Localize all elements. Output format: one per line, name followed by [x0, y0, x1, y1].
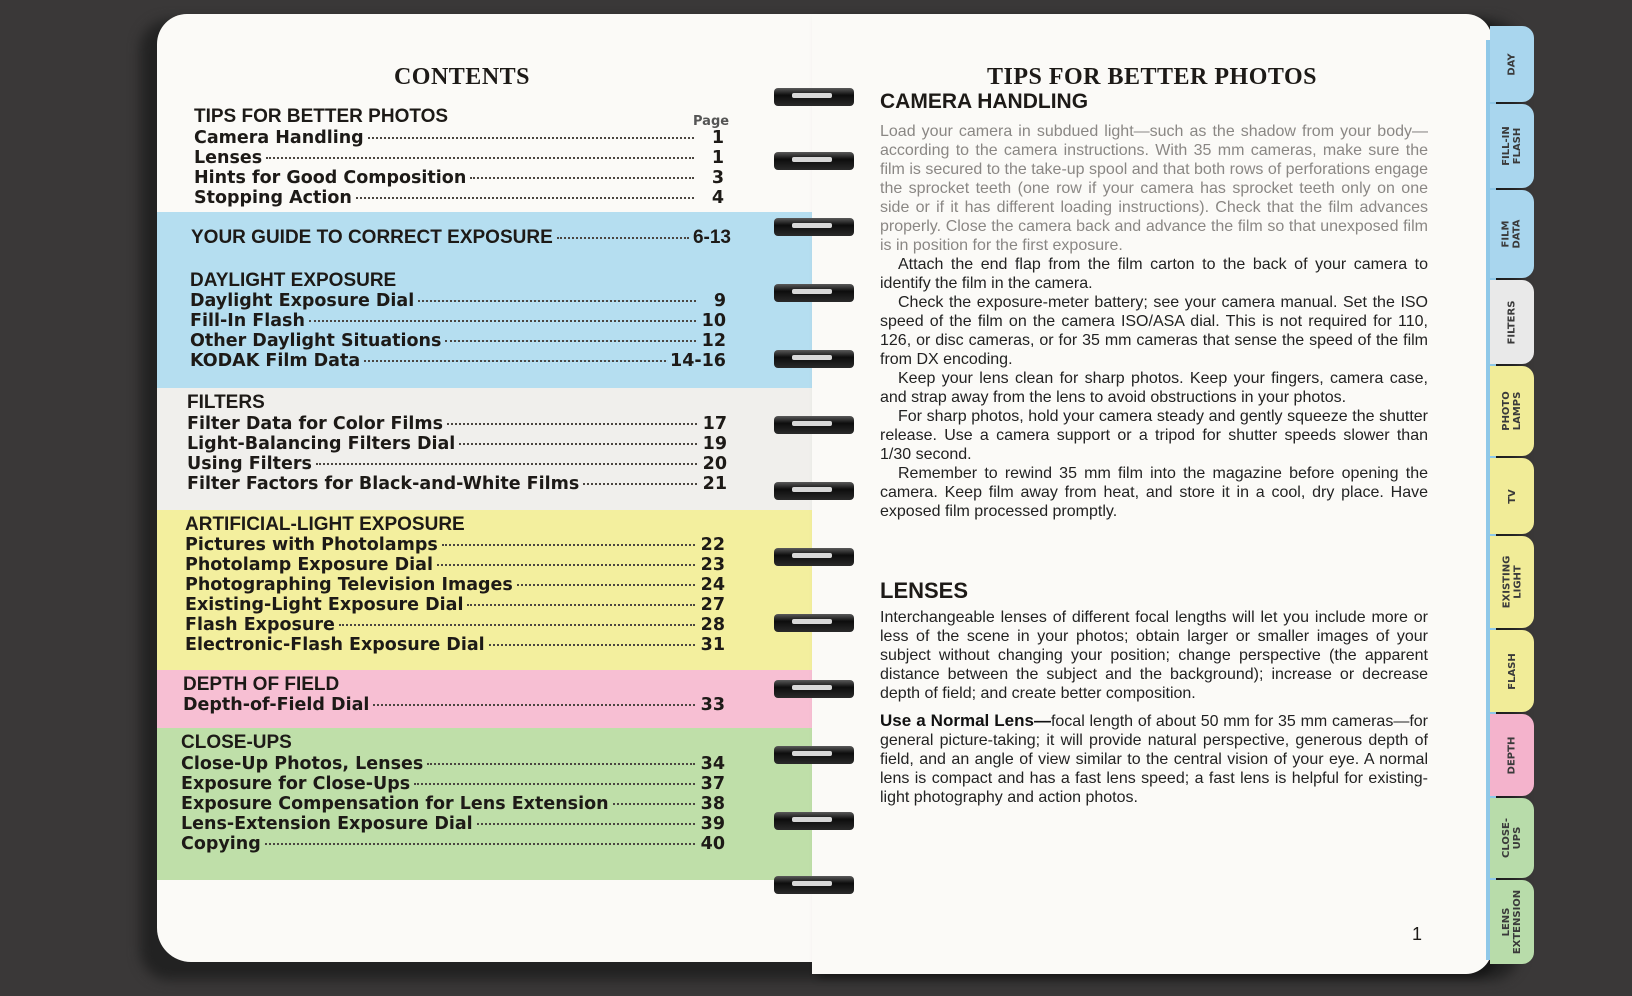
paragraph: Check the exposure-meter battery; see your camera manual. Set the ISO speed of the film on the camera ISO/ASA dial. This is not required for 110, 126, or disc cameras, or for 35 mm cameras that sense the speed of the film from DX encoding. — [880, 294, 1428, 368]
toc-page: 4 — [711, 188, 724, 208]
toc-title: Exposure Compensation for Lens Extension — [181, 794, 609, 814]
toc-title: Using Filters — [187, 454, 312, 474]
paragraph: For sharp photos, hold your camera steady and gently squeeze the shutter release. Use a camera support or a tripod for shutter speeds slower than 1/30 second. — [880, 408, 1428, 463]
toc-title: Close-Up Photos, Lenses — [181, 754, 424, 774]
spiral-ring — [774, 214, 854, 240]
spiral-ring — [774, 478, 854, 504]
paragraph — [880, 711, 1428, 807]
tab-day[interactable] — [1490, 26, 1534, 102]
toc-page: 33 — [700, 695, 725, 715]
section-heading: ARTIFICIAL-LIGHT EXPOSURE — [185, 514, 465, 535]
toc-row[interactable] — [190, 291, 726, 311]
section-heading: TIPS FOR BETTER PHOTOS — [194, 106, 449, 127]
toc-title: Filter Factors for Black-and-White Films — [187, 474, 580, 494]
toc-row[interactable] — [181, 754, 725, 774]
tab-tv[interactable] — [1490, 458, 1534, 534]
tab-label: FILTERS — [1506, 300, 1518, 344]
toc-title: Fill-In Flash — [190, 311, 305, 331]
toc-page: 31 — [700, 635, 725, 655]
toc-title: Electronic-Flash Exposure Dial — [185, 635, 485, 655]
tab-depth[interactable] — [1490, 714, 1534, 796]
toc-title: Lenses — [194, 148, 263, 168]
tab-label: EXISTING LIGHT — [1501, 555, 1523, 609]
toc-row[interactable] — [181, 814, 725, 834]
toc-row[interactable] — [185, 635, 725, 655]
toc-row[interactable] — [190, 311, 726, 331]
toc-title: Flash Exposure — [185, 615, 335, 635]
contents-page — [157, 14, 812, 962]
tab-fill-in-flash[interactable] — [1490, 104, 1534, 188]
toc-row[interactable] — [185, 575, 725, 595]
toc-page: 20 — [702, 454, 727, 474]
toc-page: 6-13 — [692, 227, 731, 248]
toc-page: 9 — [713, 291, 726, 311]
toc-title: Lens-Extension Exposure Dial — [181, 814, 473, 834]
camera-handling-heading: CAMERA HANDLING — [880, 90, 1089, 113]
toc-row[interactable] — [194, 168, 724, 188]
spiral-ring — [774, 346, 854, 372]
toc-title: Pictures with Photolamps — [185, 535, 438, 555]
toc-page: 37 — [700, 774, 725, 794]
toc-row[interactable] — [194, 128, 724, 148]
toc-row[interactable] — [190, 331, 726, 351]
tab-label: FLASH — [1506, 652, 1518, 690]
toc-title: YOUR GUIDE TO CORRECT EXPOSURE — [191, 227, 553, 248]
toc-row[interactable] — [185, 535, 725, 555]
toc-page: 10 — [701, 311, 726, 331]
tab-label: TV — [1506, 488, 1518, 504]
toc-title: Filter Data for Color Films — [187, 414, 444, 434]
lenses-heading: LENSES — [880, 578, 969, 603]
toc-page: 40 — [700, 834, 725, 854]
toc-title: Copying — [181, 834, 261, 854]
toc-page: 12 — [701, 331, 726, 351]
toc-page: 24 — [700, 575, 725, 595]
spiral-ring — [774, 742, 854, 768]
section-heading: DAYLIGHT EXPOSURE — [190, 270, 397, 291]
toc-row[interactable] — [185, 555, 725, 575]
toc-page: 38 — [700, 794, 725, 814]
spiral-ring — [774, 84, 854, 110]
tab-film-data[interactable] — [1490, 190, 1534, 278]
tab-label: PHOTO LAMPS — [1501, 391, 1523, 431]
toc-title: Daylight Exposure Dial — [190, 291, 415, 311]
toc-page: 22 — [700, 535, 725, 555]
spiral-ring — [774, 544, 854, 570]
lenses-body — [880, 608, 1428, 807]
spiral-ring — [774, 610, 854, 636]
page-label: Page — [693, 114, 730, 129]
toc-title: Photolamp Exposure Dial — [185, 555, 433, 575]
tab-flash[interactable] — [1490, 630, 1534, 712]
tab-label: CLOSE- UPS — [1500, 817, 1523, 859]
toc-title: Hints for Good Composition — [194, 168, 467, 188]
toc-title: Photographing Television Images — [185, 575, 513, 595]
toc-page: 14-16 — [670, 351, 726, 371]
toc-row[interactable] — [181, 774, 725, 794]
toc-row[interactable] — [187, 454, 727, 474]
toc-title: Stopping Action — [194, 188, 352, 208]
toc-page: 34 — [700, 754, 725, 774]
toc-page: 28 — [700, 615, 725, 635]
toc-page: 27 — [700, 595, 725, 615]
paragraph: Load your camera in subdued light—such as the shadow from your body—according to the camera instructions. With 35 mm cameras, make sure the film is secured to the take-up spool and that both rows of perforations engage the sprocket teeth (one row if your camera has sprocket teeth only on one side or if it has different loading instructions). Check that the film advances properly. Close the camera back and advance the film so that unexposed film is in position for the first exposure. — [880, 123, 1428, 254]
camera-handling-body — [880, 122, 1428, 521]
tab-existing-light[interactable] — [1490, 536, 1534, 628]
section-heading: FILTERS — [187, 392, 265, 413]
tab-close-ups[interactable] — [1490, 798, 1534, 878]
toc-page: 17 — [702, 414, 727, 434]
toc-title: Other Daylight Situations — [190, 331, 442, 351]
tab-label: LENS EXTENSION — [1501, 889, 1524, 955]
toc-row[interactable] — [185, 595, 725, 615]
contents-title: CONTENTS — [393, 64, 531, 90]
toc-page: 1 — [711, 148, 724, 168]
paragraph: Interchangeable lenses of different focal lengths will let you include more or less of the scene in your photos; obtain larger or smaller images of your subject without changing your position; change perspective (the apparent distance between the subject and the background); increase or decrease depth of field; and create better composition. — [880, 609, 1428, 702]
toc-row[interactable] — [187, 434, 727, 454]
normal-lens-text: focal length of about 50 mm for 35 mm cameras—for general picture-taking; it will provide natural perspective, generous depth of field, and an angle of view similar to the central vision of your eye. A normal lens is compact and has a fast lens speed; a fast lens is helpful for existing-light photography and action photos. — [880, 713, 1428, 806]
toc-title: Existing-Light Exposure Dial — [185, 595, 464, 615]
paragraph: Attach the end flap from the film carton to the back of your camera to identify the film in the camera. — [880, 256, 1428, 292]
toc-row[interactable] — [194, 188, 724, 208]
spiral-ring — [774, 676, 854, 702]
page-number: 1 — [1412, 924, 1423, 944]
toc-row[interactable] — [187, 474, 727, 494]
spiral-ring — [774, 872, 854, 898]
tab-label: FILL-IN FLASH — [1500, 126, 1523, 166]
toc-page: 19 — [702, 434, 727, 454]
tips-title: TIPS FOR BETTER PHOTOS — [987, 64, 1317, 90]
paragraph: Keep your lens clean for sharp photos. Keep your fingers, camera case, and strap away from the lens to avoid obstructions in your photos. — [880, 370, 1428, 406]
tab-label: FILM DATA — [1501, 219, 1523, 249]
spiral-ring — [774, 148, 854, 174]
tab-label: DEPTH — [1506, 736, 1518, 774]
spiral-ring — [774, 808, 854, 834]
paragraph: Remember to rewind 35 mm film into the magazine before opening the camera. Keep film away from heat, and store it in a cool, dry place. Have exposed film processed promptly. — [880, 465, 1428, 520]
section-heading: DEPTH OF FIELD — [183, 674, 340, 695]
spiral-ring — [774, 412, 854, 438]
toc-page: 1 — [711, 128, 724, 148]
toc-title: Camera Handling — [194, 128, 364, 148]
toc-row[interactable] — [181, 834, 725, 854]
toc-title: Depth-of-Field Dial — [183, 695, 370, 715]
toc-row[interactable] — [187, 414, 727, 434]
toc-row[interactable] — [190, 351, 726, 371]
toc-page: 39 — [700, 814, 725, 834]
tab-lens-extension[interactable] — [1490, 880, 1534, 964]
spiral-ring — [774, 280, 854, 306]
tab-photo-lamps[interactable] — [1490, 366, 1534, 456]
toc-row[interactable] — [183, 695, 725, 715]
toc-page: 23 — [700, 555, 725, 575]
section-heading: CLOSE-UPS — [181, 732, 292, 753]
normal-lens-label: Use a Normal Lens— — [880, 711, 1051, 730]
toc-row[interactable] — [181, 794, 725, 814]
toc-row-guide[interactable] — [191, 228, 731, 248]
toc-title: Light-Balancing Filters Dial — [187, 434, 456, 454]
toc-row[interactable] — [194, 148, 724, 168]
toc-title: Exposure for Close-Ups — [181, 774, 411, 794]
toc-page: 21 — [702, 474, 727, 494]
tab-filters[interactable] — [1490, 280, 1534, 364]
toc-page: 3 — [711, 168, 724, 188]
toc-title: KODAK Film Data — [190, 351, 361, 371]
toc-row[interactable] — [185, 615, 725, 635]
tab-label: DAY — [1506, 52, 1518, 76]
